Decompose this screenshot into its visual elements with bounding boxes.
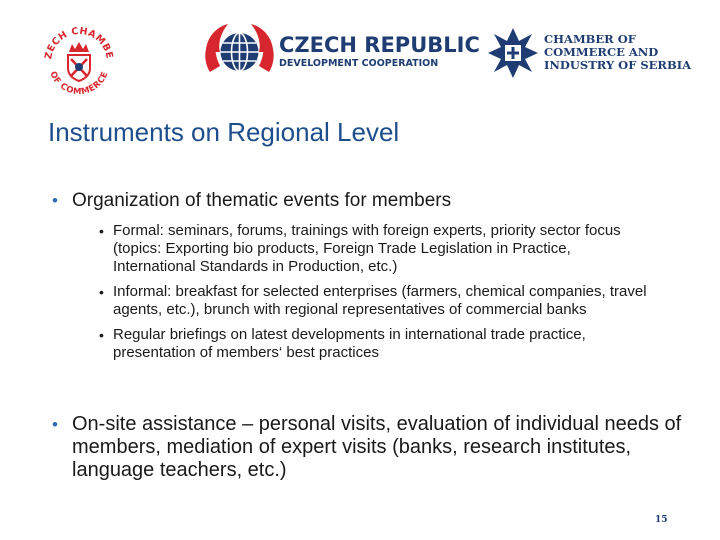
sub-bullet-item: • Formal: seminars, forums, trainings with foreign experts, priority sector focus (topics: Exporting bio products, Foreign Trade Legislation in Practice, International Standards in Production, etc.): [96, 222, 656, 276]
ccis-line-2: COMMERCE AND: [544, 45, 659, 59]
globe-wings-icon: [202, 22, 277, 84]
sub-bullet-item: • Informal: breakfast for selected enterprises (farmers, chemical companies, travel agents, etc.), brunch with regional representatives of commercial banks: [96, 283, 656, 319]
page-number: 15: [655, 515, 668, 525]
czech-development-cooperation-logo: [202, 22, 480, 84]
bullet-text: Organization of thematic events for members: [72, 190, 452, 211]
logo-bar: [0, 0, 720, 110]
chamber-seal-icon: [38, 18, 120, 100]
seal-text-bottom: OF COMMERCE: [47, 69, 111, 98]
bullet-list-2: [48, 413, 708, 482]
bullet-item: [48, 190, 708, 362]
seal-text-top: ZECH CHAMBE: [43, 25, 115, 61]
svg-text:CZECH CHAMBER: [38, 18, 115, 60]
bullet-list-1: [48, 190, 708, 369]
slide-title: Instruments on Regional Level: [48, 117, 400, 147]
czdc-subtitle: DEVELOPMENT COOPERATION: [279, 58, 439, 69]
czdc-title: CZECH REPUBLIC: [279, 33, 480, 57]
ccis-line-1: CHAMBER OF: [544, 32, 636, 46]
serbia-emblem-icon: [488, 28, 538, 78]
ccis-line-3: INDUSTRY OF SERBIA: [544, 58, 692, 72]
serbia-chamber-logo: [488, 28, 692, 86]
sub-bullet-list: [96, 222, 656, 362]
sub-bullet-item: • Regular briefings on latest developments in international trade practice, presentation of members‘ best practices: [96, 326, 656, 362]
czech-chamber-logo: [38, 18, 120, 100]
bullet-item: • On-site assistance – personal visits, evaluation of individual needs of members, mediation of expert visits (banks, research institutes, language teachers, etc.): [48, 413, 708, 482]
